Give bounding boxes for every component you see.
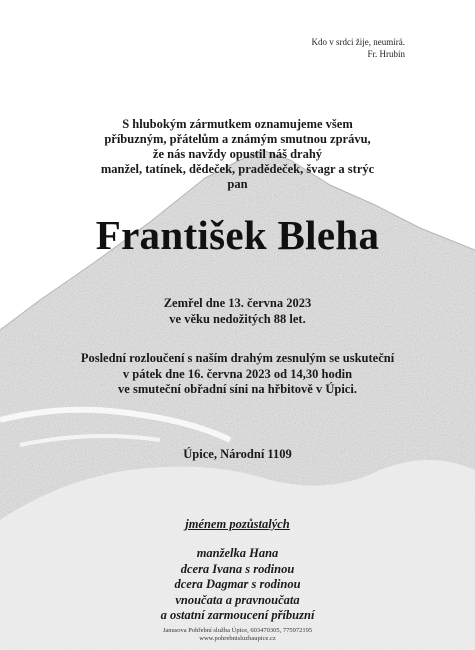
address: Úpice, Národní 1109 — [183, 447, 292, 461]
epigraph-author: Fr. Hrubín — [367, 49, 405, 59]
funeral-info — [0, 351, 475, 398]
funeral-service-footer — [0, 627, 475, 643]
footer-contact-line: Janusova Pohřební služba Úpice, 603470305, 775972195 — [162, 627, 313, 634]
announcement-line: příbuzným, přátelům a známým smutnou zprávu, — [104, 132, 371, 146]
footer-website: www.pohrebnisluzbaupice.cz — [199, 635, 276, 642]
announcement-text — [0, 117, 475, 192]
funeral-line: v pátek dne 16. června 2023 od 14,30 hodin — [122, 366, 353, 381]
announcement-line: že nás navždy opustil náš drahý — [152, 147, 323, 161]
mourners-heading: jménem pozůstalých — [185, 517, 290, 531]
epigraph-quote-line: Kdo v srdci žije, neumírá. — [311, 37, 405, 47]
mourner-line: dcera Ivana s rodinou — [180, 561, 295, 576]
epigraph-quote — [312, 36, 405, 60]
deceased-name: František Bleha — [95, 212, 380, 258]
death-info — [0, 296, 475, 327]
mourner-line: dcera Dagmar s rodinou — [174, 577, 301, 591]
mourner-line: a ostatní zarmoucení příbuzní — [160, 608, 315, 622]
funeral-line: ve smuteční obřadní síni na hřbitově v Úpici. — [118, 382, 357, 396]
funeral-line: Poslední rozloučení s naším drahým zesnulým se uskuteční — [80, 351, 395, 365]
death-date-line: Zemřel dne 13. června 2023 — [163, 296, 312, 310]
death-age-line: ve věku nedožitých 88 let. — [169, 311, 306, 326]
mourners-list — [0, 546, 475, 624]
mourner-line: manželka Hana — [196, 546, 279, 560]
announcement-line: S hlubokým zármutkem oznamujeme všem — [122, 117, 353, 131]
announcement-line: manžel, tatínek, dědeček, pradědeček, švagr a strýc — [100, 162, 375, 176]
mourner-line: vnoučata a pravnoučata — [175, 592, 300, 607]
announcement-line: pan — [227, 177, 248, 191]
